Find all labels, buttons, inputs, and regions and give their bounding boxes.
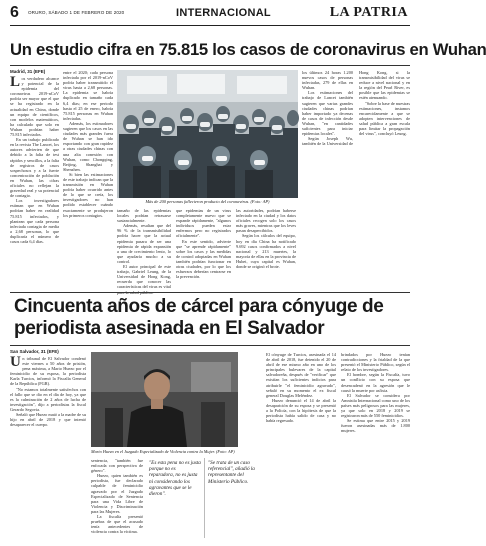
article2-photo — [91, 352, 238, 447]
article2-photo-caption: Mario Huezo en el Juzgado Especializado de Violencia contra la Mujer. (Foto: AP) — [91, 449, 235, 454]
article1-col2: entre el 2020; cada persona infectada por el 2019-nCoV podría haber transmitido el virus hasta a 2,68 personas. La epidemia se habría duplicado en tamaño cada 6,4 días; en ese periodo hasta el 25 de enero, habría 75.815 personas en Wuhan infectadas. Además, los estimadores sugieren que los casos en las ciudades más grandes fuera de Wuhan se han ido exportando con gran rapidez a otras ciudades chinas con una alta conexión con Wuhan, como Chongqing, Beijing, Shanghai y Shenzhen. Si bien las estimaciones de este trabajo indican que la transmisión en Wuhan podría haber ocurrido antes de lo que se creía, los investigadores no han podido establecer cuándo exactamente se produjeron los primeros contagios. — [63, 70, 113, 218]
newspaper-logo: LA PATRIA — [329, 5, 408, 20]
article2-col2: sentencia, "también fue enfocada con perspectiva de género". Huezo, quien también es periodista, fue declarado culpable de feminicidio agravado por el Juzgado Especializado de Sentencia para una Vida Libre de Violencia y Discriminación para las Mujeres. La fiscalía presentó pruebas de que el acusado tenía antecedentes de violencia contra la víctima. — [91, 458, 143, 535]
article1-col4: que epidemias de un virus completamente nuevo que se expande rápidamente, "algunos individuos pueden estar enfermos pero no registrados oficialmente". En este sentido, advierte que "se aprende rápidamente" sobre los casos y las medidas de control adoptadas en Wuhan también podrían funcionar en otras ciudades, por lo que los esfuerzos deberían centrarse en la prevención. — [176, 208, 231, 280]
article1-photo — [117, 70, 298, 198]
article1-photo-crowd — [117, 70, 298, 198]
article1-headline: Un estudio cifra en 75.815 los casos de coronavirus en Wuhan — [10, 40, 486, 59]
page-number: 6 — [10, 4, 19, 21]
pull-quote-2: "Se trata de un caso referencial", añadió la representante del Ministerio Público. — [208, 460, 255, 485]
page-header — [0, 0, 420, 28]
article1-photo-caption: Más de 200 personas fallecieron producto del coronavirus. (Foto: AP) — [145, 199, 270, 204]
pull-quote-divider — [204, 458, 205, 538]
article2-col3: El cónyuge de Turcios, asesinada el 14 de abril de 2018, fue detenido el 20 de abril de ese mismo año en uno de los principales bulevares de la capital salvadoreña, después de "verificar" que existían los suficientes indicios para atribuirle "el feminicidio agravado", señaló en su momento el ex fiscal general Douglas Meléndez. Huezo denunció el 14 de abril la desaparición de su esposa y se presentó a la Policía, con la hipótesis de que la periodista había salido de casa y no había regresado. — [266, 352, 336, 424]
article1-headline-rule — [10, 65, 410, 66]
article2-headline-rule — [10, 345, 410, 346]
article1-dropcap: L — [10, 74, 21, 90]
article2-top-rule — [10, 292, 410, 293]
section-title: INTERNACIONAL — [176, 7, 271, 19]
article2-photo-defendant — [91, 352, 238, 447]
article2-col4: brindados por Huezo tenían contradicciones y la frialdad de la que presentó el Ministerio Público, según el relato de los investigadores. El hombre, según la Fiscalía, tuvo un conflicto con su esposa que desencadenó en la agresión que le causó la muerte por asfixia. El Salvador se considera por Amnistía Internacional como uno de los países más peligrosos para las mujeres, ya que solo en 2018 y 2019 se registraron más de 550 feminicidios. Se estima que entre 2015 y 2019 fueron asesinadas más de 1.800 mujeres. — [341, 352, 410, 434]
article1-col5: las autoridades, podrían haberse infectado en la ciudad y los datos oficiales recogen solo los casos más graves, mientras que los leves pasan desapercibidos. Según los cálculos del equipo, hoy en día China ha notificado 9.692 casos confirmados a nivel nacional y 213 muertes, la mayoría de ellas en la provincia de Hubei, cuya capital es Wuhan, donde se originó el brote. — [236, 208, 296, 270]
article1-col6: los últimos 24 horas 1.200 nuevos casos de personas infectadas, 279 de ellas en Wuhan. Los estimaciones del trabajo de Lancet también sugieren que varias grandes ciudades chinas podrían haber importado ya decenas de casos de infección desde Wuhan, "en cantidades suficientes para iniciar epidemias locales". Según Joseph Wu, también de la Universidad de Hong Kong, si la transmisibilidad del virus se reduce a nivel nacional y en la región del Pearl River, es posible que las epidemias se estén atenuando. "Sobre la base de nuestras estimaciones, instamos encarecidamente a que se adopten intervenciones de salud pública a gran escala para limitar la propagación del virus", concluyó Leung. — [302, 70, 410, 147]
article2-headline: Cincuenta años de cárcel para cónyuge de periodista asesinada en El Salvador — [14, 296, 384, 339]
article1-dateline: Madrid, 31 (EFE) — [10, 69, 46, 74]
pull-quote-1: "Es esta pena no es justa porque no es reparadora, no es justa ni considerando los agravantes que se le dieron". — [149, 460, 201, 498]
article2-col1: U n tribunal de El Salvador condenó este viernes a 50 años de prisión, pena máxima, a Mario Huezo por el feminicidio de su esposa, la periodista Karla Turcios, informó la Fiscalía General de la República (FGR). "No estamos totalmente satisfechos con el fallo que se dio en el día de hoy, ya que es la culminación de 2 años de lucha de investigación", dijo a periodistas la fiscal Gerardo Segovia. Señaló que Huezo mató a la madre de su hijo en abril de 2018 y que intentó desaparecer el cuerpo. — [10, 354, 86, 428]
article1-col3: tamaño de las epidemias locales podrían retrasarse sustancialmente. Además, resaltan que del 96 % de la transmisibilidad podría hacer que la actual epidemia pasara de ser una epidemia de rápida expansión a una de crecimiento lento, lo que ayudaría mucho a su control. El autor principal de este trabajo, Gabriel Leung, de la Universidad de Hong Kong, recuerda que conocer las características del virus es vital — [117, 208, 171, 290]
issue-date: ORURO, SÁBADO 1 DE FEBRERO DE 2020 — [28, 10, 125, 15]
article2-dateline: San Salvador, 31 (EFE) — [10, 349, 59, 354]
header-rule — [10, 25, 410, 26]
article2-dropcap: U — [10, 354, 21, 370]
article1-col1: L os verdadero alcance y potencial de la epidemia del coronavirus 2019-nCoV podría ser mayor que el que se ha registrado en la actualidad en China, donde un equipo de científicos, con modelos matemáticos, ha calculado que solo en Wuhan podrían haber 75.815 infectados. En un trabajo publicado en la revista The Lancet, los autores advierten de que debido a la falta de test rápidos y sencillos, a la falta de registros de casos sospechosos y a la fuerte concentración de población en Wuhan, las cifras oficiales no reflejan la gravedad real y su potencial de contagio. Los investigadores estiman que en Wuhan podrían haber en realidad 75.815 infectados, y plantean que cada persona infectada contagia de media a 2,68 personas, lo que duplicaría el número de casos cada 6,4 días. — [10, 74, 59, 244]
